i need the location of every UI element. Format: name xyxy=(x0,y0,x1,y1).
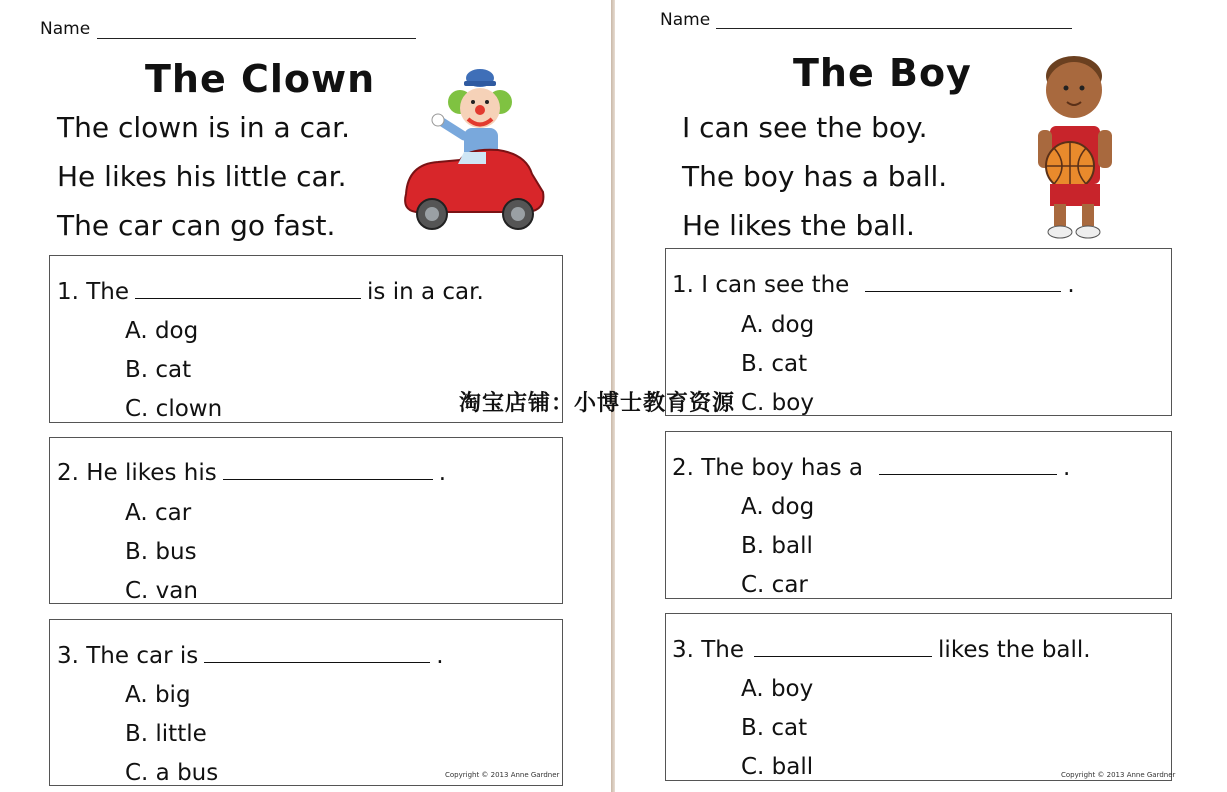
copyright-right: Copyright © 2013 Anne Gardner xyxy=(1061,771,1176,779)
story-line: He likes his little car. xyxy=(57,160,347,193)
option[interactable]: B. cat xyxy=(741,351,808,377)
question-3-right: 3. The likes the ball. xyxy=(672,637,1091,663)
answer-blank[interactable] xyxy=(865,290,1061,292)
option[interactable]: C. van xyxy=(125,578,198,604)
name-line-left xyxy=(97,38,416,39)
clown-car-window xyxy=(458,152,486,164)
question-2-right: 2. The boy has a . xyxy=(672,455,1071,481)
clown-car-illustration xyxy=(398,64,548,234)
option[interactable]: C. a bus xyxy=(125,760,219,786)
answer-blank[interactable] xyxy=(204,661,430,663)
story-right xyxy=(682,103,947,250)
option[interactable]: B. bus xyxy=(125,539,197,565)
answer-blank[interactable] xyxy=(754,655,932,657)
title-left: The Clown xyxy=(145,57,376,101)
name-label-left: Name xyxy=(40,19,91,39)
option[interactable]: A. car xyxy=(125,500,192,526)
name-label-right: Name xyxy=(660,10,711,30)
answer-blank[interactable] xyxy=(879,473,1057,475)
question-1-right: 1. I can see the . xyxy=(672,272,1075,298)
option[interactable]: A. boy xyxy=(741,676,814,702)
question-2-left: 2. He likes his . xyxy=(57,460,446,486)
story-line: The clown is in a car. xyxy=(57,111,350,144)
copyright-left: Copyright © 2013 Anne Gardner xyxy=(445,771,560,779)
shop-watermark: 淘宝店铺：小博士教育资源 xyxy=(459,391,736,416)
option[interactable]: B. little xyxy=(125,721,207,747)
option[interactable]: C. clown xyxy=(125,396,223,422)
boy-shoe-right xyxy=(1076,226,1100,238)
option[interactable]: A. dog xyxy=(741,494,815,520)
option[interactable]: B. cat xyxy=(741,715,808,741)
boy-face xyxy=(1046,62,1102,118)
story-line: The boy has a ball. xyxy=(682,160,948,193)
title-right: The Boy xyxy=(793,51,972,95)
option[interactable]: B. ball xyxy=(741,533,813,559)
clown-nose xyxy=(475,105,485,115)
option[interactable]: A. dog xyxy=(741,312,815,338)
option[interactable]: A. dog xyxy=(125,318,199,344)
boy-shorts xyxy=(1050,184,1100,206)
story-line: He likes the ball. xyxy=(682,209,915,242)
clown-hat-brim xyxy=(464,81,496,86)
option[interactable]: C. car xyxy=(741,572,808,598)
question-1-left: 1. The is in a car. xyxy=(57,279,484,305)
boy-basketball-illustration xyxy=(1030,54,1120,244)
clown-arm xyxy=(442,122,464,136)
option[interactable]: B. cat xyxy=(125,357,192,383)
answer-blank[interactable] xyxy=(135,297,361,299)
clown-glove xyxy=(432,114,444,126)
answer-blank[interactable] xyxy=(223,478,433,480)
story-line: The car can go fast. xyxy=(57,209,336,242)
option[interactable]: C. ball xyxy=(741,754,814,780)
option[interactable]: C. boy xyxy=(741,390,814,416)
boy-shoe-left xyxy=(1048,226,1072,238)
question-3-left: 3. The car is . xyxy=(57,643,444,669)
story-left xyxy=(57,103,350,250)
story-line: I can see the boy. xyxy=(682,111,928,144)
option[interactable]: A. big xyxy=(125,682,191,708)
boy-arm-right xyxy=(1098,130,1112,168)
name-line-right xyxy=(716,28,1072,29)
